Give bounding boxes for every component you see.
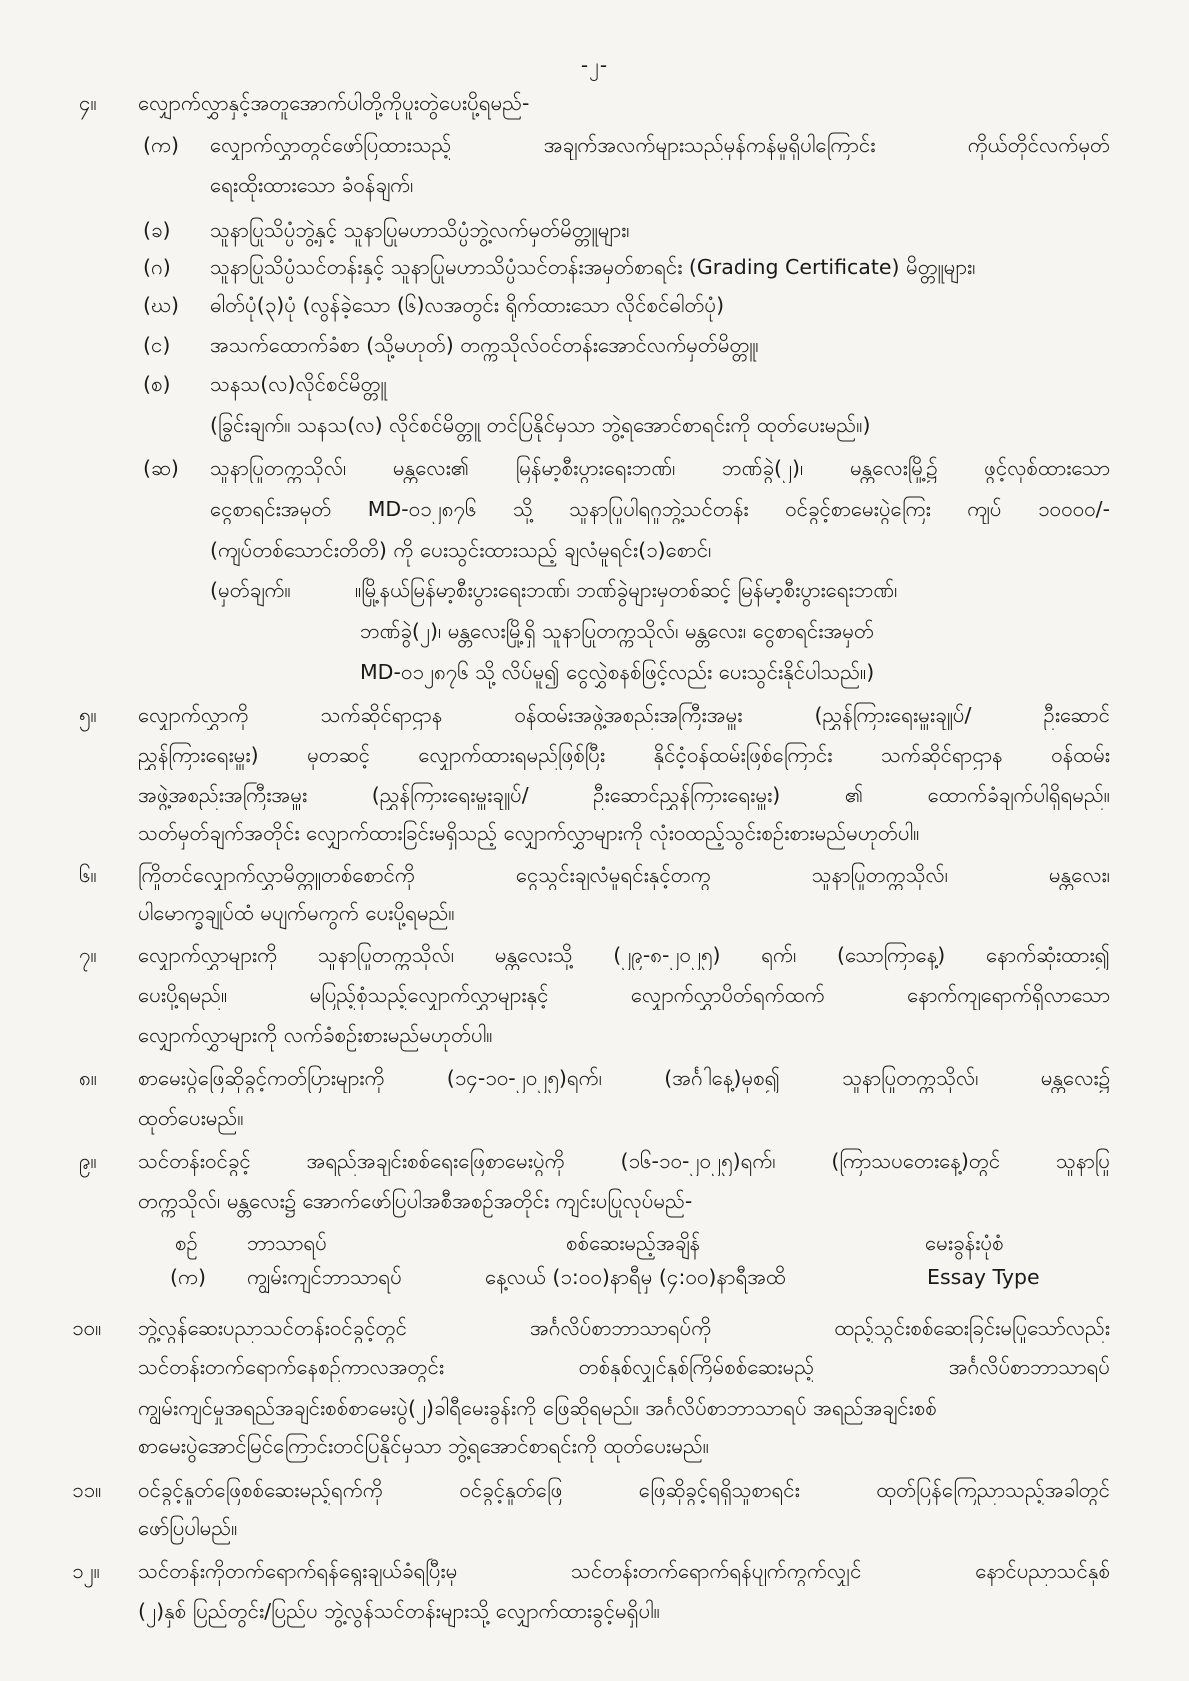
table-header-no: စဉ် — [175, 1231, 198, 1255]
item-number: ၇။ — [79, 943, 97, 967]
item-text: ကြိုတင်လျှောက်လွှာမိတ္တူတစ်စောင်ကို ငွေသွင်းချလံမူရင်းနှင့်တကွ သူနာပြုတက္ကသိုလ်၊ မန္တလေး၊ — [138, 863, 1110, 887]
page-number: -၂- — [580, 53, 609, 77]
note-text: ဘဏ်ခွဲ(၂)၊ မန္တလေးမြို့ရှိ သူနာပြုတက္ကသိုလ်၊ မန္တလေး၊ ငွေစာရင်းအမှတ် — [360, 619, 874, 643]
item-text: ဝင်ခွင့်နှုတ်ဖြေစစ်ဆေးမည့်ရက်ကို ဝင်ခွင့်နှုတ်ဖြေ ဖြေဆိုခွင့်ရရှိသူစာရင်း ထုတ်ပြန်ကြေညာသည့်အခါတွင် — [138, 1478, 1110, 1502]
sub-label: (ဂ) — [143, 255, 171, 279]
table-cell-subject: ကျွမ်းကျင်ဘာသာရပ် — [247, 1265, 402, 1289]
table-cell-time: နေ့လယ် (၁:၀၀)နာရီမှ (၄:၀၀)နာရီအထိ — [485, 1265, 786, 1289]
item-text: အဖွဲ့အစည်းအကြီးအမှူး (ညွှန်ကြားရေးမှူးချုပ်/ ဦးဆောင်ညွှန်ကြားရေးမှူး) ၏ ထောက်ခံချက်ပါရှိရမည်။ — [138, 783, 1110, 807]
note-text: MD-၀၁၂၈၇၆ သို့ လိပ်မူ၍ ငွေလွှဲစနစ်ဖြင့်လည်း ပေးသွင်းနိုင်ပါသည်။) — [360, 660, 875, 684]
sub-text: လျှောက်လွှာတွင်ဖော်ပြထားသည့် အချက်အလက်များသည်မှန်ကန်မှုရှိပါကြောင်း ကိုယ်တိုင်လက်မှတ် — [210, 133, 1110, 157]
table-cell-no: (က) — [170, 1265, 207, 1289]
sub-text: သူနာပြုတက္ကသိုလ်၊ မန္တလေး၏ မြန်မာ့စီးပွားရေးဘဏ်၊ ဘဏ်ခွဲ(၂)၊ မန္တလေးမြို့၌ ဖွင့်လှစ်ထားသော — [210, 456, 1110, 480]
sub-text: (ခြွင်းချက်။ သနသ(လ) လိုင်စင်မိတ္တူ တင်ပြနိုင်မှသာ ဘွဲ့ရအောင်စာရင်းကို ထုတ်ပေးမည်။) — [210, 413, 871, 437]
table-cell-type: Essay Type — [927, 1265, 1040, 1289]
sub-text: (ကျပ်တစ်သောင်းတိတိ) ကို ပေးသွင်းထားသည့် ချလံမူရင်း(၁)စောင်၊ — [210, 538, 712, 562]
item-number: ၁၀။ — [72, 1316, 102, 1340]
item-text: လျှောက်လွှာနှင့်အတူအောက်ပါတို့ကိုပူးတွဲပေးပို့ရမည်- — [138, 91, 530, 115]
item-text: သင်တန်းဝင်ခွင့် အရည်အချင်းစစ်ရေးဖြေစာမေးပွဲကို (၁၆-၁၀-၂၀၂၅)ရက်၊ (ကြာသပတေးနေ့)တွင် သူနာပြု — [138, 1149, 1110, 1173]
sub-text: အသက်ထောက်ခံစာ (သို့မဟုတ်) တက္ကသိုလ်ဝင်တန်းအောင်လက်မှတ်မိတ္တူ၊ — [210, 333, 759, 357]
item-text: ထုတ်ပေးမည်။ — [138, 1106, 244, 1130]
sub-label: (င) — [143, 333, 171, 357]
table-header-type: မေးခွန်းပုံစံ — [925, 1231, 1004, 1255]
sub-text: ငွေစာရင်းအမှတ် MD-၀၁၂၈၇၆ သို့ သူနာပြုပါရဂူဘွဲ့သင်တန်း ဝင်ခွင့်စာမေးပွဲကြေး ကျပ် ၁၀၀၀၀/- — [210, 497, 1110, 521]
item-number: ၁၁။ — [72, 1478, 102, 1502]
note-label: (မှတ်ချက်။ — [210, 578, 291, 602]
item-text: စာမေးပွဲအောင်မြင်ကြောင်းတင်ပြနိုင်မှသာ ဘွဲ့ရအောင်စာရင်းကို ထုတ်ပေးမည်။ — [138, 1434, 709, 1458]
item-text: ဘွဲ့လွန်ဆေးပညာသင်တန်းဝင်ခွင့်တွင် အင်္ဂလိပ်စာဘာသာရပ်ကို ထည့်သွင်းစစ်ဆေးခြင်းမပြုသော်လည်း — [138, 1316, 1110, 1340]
sub-label: (ဆ) — [143, 456, 179, 480]
item-text: ပါမောက္ခချုပ်ထံ မပျက်မကွက် ပေးပို့ရမည်။ — [138, 901, 455, 925]
note-text: ။မြို့နယ်မြန်မာ့စီးပွားရေးဘဏ်၊ ဘဏ်ခွဲများမှတစ်ဆင့် မြန်မာ့စီးပွားရေးဘဏ်၊ — [355, 578, 898, 602]
table-header-time: စစ်ဆေးမည့်အချိန် — [566, 1231, 701, 1255]
sub-label: (ဃ) — [143, 293, 179, 317]
item-text: (၂)နှစ် ပြည်တွင်း/ပြည်ပ ဘွဲ့လွန်သင်တန်းများသို့ လျှောက်ထားခွင့်မရှိပါ။ — [138, 1599, 660, 1623]
item-text: သင်တန်းကိုတက်ရောက်ရန်ရွေးချယ်ခံရပြီးမှ သင်တန်းတက်ရောက်ရန်ပျက်ကွက်လျှင် နောင်ပညာသင်နှစ် — [138, 1559, 1110, 1583]
sub-text: ဓါတ်ပုံ(၃)ပုံ (လွန်ခဲ့သော (၆)လအတွင်း ရိုက်ထားသော လိုင်စင်ဓါတ်ပုံ) — [210, 293, 725, 317]
item-text: ဖော်ပြပါမည်။ — [138, 1516, 238, 1540]
sub-label: (ခ) — [143, 218, 171, 242]
sub-label: (က) — [143, 133, 180, 157]
item-text: ညွှန်ကြားရေးမှူး) မှတဆင့် လျှောက်ထားရမည်ဖြစ်ပြီး နိုင်ငံ့ဝန်ထမ်းဖြစ်ကြောင်း သက်ဆိုင်ရာဌာန ဝန်ထမ်း — [138, 743, 1110, 767]
item-text: ပေးပို့ရမည်။ မပြည့်စုံသည့်လျှောက်လွှာများနှင့် လျှောက်လွှာပိတ်ရက်ထက် နောက်ကျရောက်ရှိလာသော — [138, 983, 1110, 1007]
item-number: ၈။ — [79, 1066, 97, 1090]
table-header-subject: ဘာသာရပ် — [247, 1231, 327, 1255]
item-number: ၄။ — [79, 91, 97, 115]
item-number: ၅။ — [79, 703, 97, 727]
item-number: ၉။ — [79, 1149, 97, 1173]
sub-label: (စ) — [143, 372, 171, 396]
item-text: လျှောက်လွှာကို သက်ဆိုင်ရာဌာန ဝန်ထမ်းအဖွဲ့အစည်းအကြီးအမှူး (ညွှန်ကြားရေးမှူးချုပ်/ ဦးဆောင် — [138, 703, 1110, 727]
sub-text: သူနာပြုသိပ္ပံသင်တန်းနှင့် သူနာပြုမဟာသိပ္ပံသင်တန်းအမှတ်စာရင်း (Grading Certificate) မိတ္တူများ၊ — [210, 255, 976, 279]
item-text: လျှောက်လွှာများကို လက်ခံစဉ်းစားမည်မဟုတ်ပါ။ — [138, 1023, 493, 1047]
item-text: တက္ကသိုလ်၊ မန္တလေး၌ အောက်ဖော်ပြပါအစီအစဉ်အတိုင်း ကျင်းပပြုလုပ်မည်- — [138, 1189, 693, 1213]
sub-text: သနသ(လ)လိုင်စင်မိတ္တူ — [210, 372, 387, 396]
item-text: ကျွမ်းကျင်မှုအရည်အချင်းစစ်စာမေးပွဲ(၂)ခါရီမေးခွန်းကို ဖြေဆိုရမည်။ အင်္ဂလိပ်စာဘာသာရပ် အရည်အချင်းစစ် — [138, 1396, 937, 1420]
item-text: လျှောက်လွှာများကို သူနာပြုတက္ကသိုလ်၊ မန္တလေးသို့ (၂၉-၈-၂၀၂၅) ရက်၊ (သောကြာနေ့) နောက်ဆုံးထား၍ — [138, 943, 1110, 967]
item-number: ၁၂။ — [72, 1559, 100, 1583]
item-text: စာမေးပွဲဖြေဆိုခွင့်ကတ်ပြားများကို (၁၄-၁၀-၂၀၂၅)ရက်၊ (အင်္ဂါနေ့)မှစ၍ သူနာပြုတက္ကသိုလ်၊ မန္တလေး၌ — [138, 1066, 1110, 1090]
sub-text: ရေးထိုးထားသော ခံဝန်ချက်၊ — [210, 173, 414, 197]
sub-text: သူနာပြုသိပ္ပံဘွဲ့နှင့် သူနာပြုမဟာသိပ္ပံဘွဲ့လက်မှတ်မိတ္တူများ၊ — [210, 218, 630, 242]
item-text: သတ်မှတ်ချက်အတိုင်း လျှောက်ထားခြင်းမရှိသည့် လျှောက်လွှာများကို လုံးဝထည့်သွင်းစဉ်းစားမည်မဟုတ်ပါ။ — [138, 821, 920, 845]
item-number: ၆။ — [79, 863, 97, 887]
item-text: သင်တန်းတက်ရောက်နေစဉ်ကာလအတွင်း တစ်နှစ်လျှင်နှစ်ကြိမ်စစ်ဆေးမည့် အင်္ဂလိပ်စာဘာသာရပ် — [138, 1355, 1110, 1379]
